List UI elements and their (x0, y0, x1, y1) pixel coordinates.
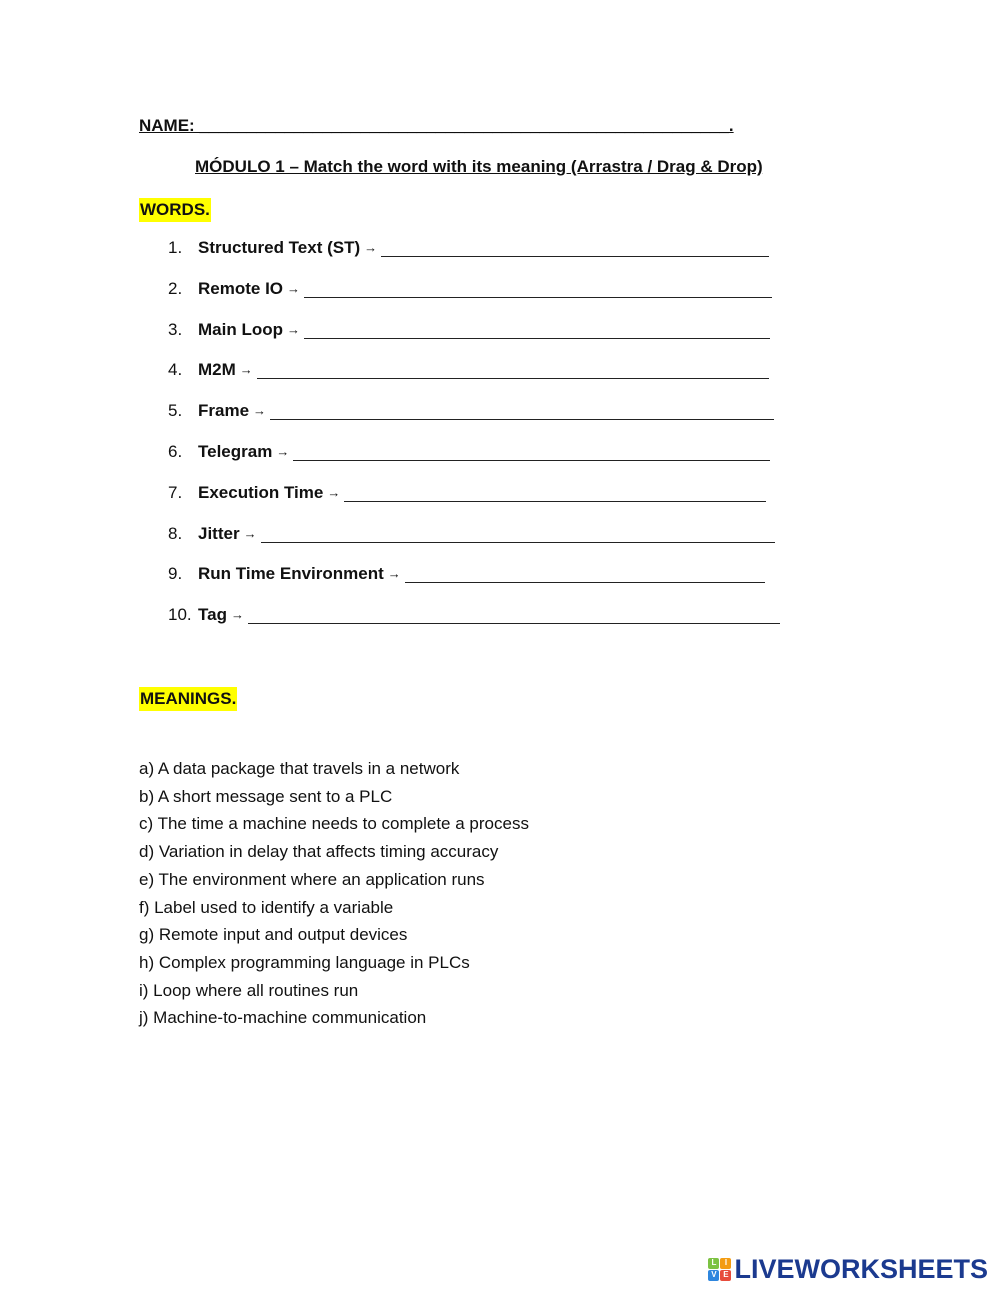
word-term: Jitter (198, 523, 240, 543)
word-term: Run Time Environment (198, 564, 384, 584)
word-number: 5. (168, 401, 183, 421)
logo-tile: L (708, 1258, 719, 1269)
logo-tile: E (720, 1270, 731, 1281)
word-term: M2M (198, 360, 236, 380)
word-item (168, 605, 780, 646)
meaning-item[interactable]: i) Loop where all routines run (139, 980, 359, 1000)
meaning-item[interactable]: a) A data package that travels in a network (139, 759, 460, 778)
word-number: 3. (168, 319, 183, 339)
answer-blank[interactable] (381, 238, 769, 257)
meaning-item[interactable]: d) Variation in delay that affects timing accuracy (139, 842, 499, 862)
meanings-list (139, 755, 529, 1032)
answer-blank[interactable] (261, 524, 775, 543)
answer-blank[interactable] (270, 401, 774, 420)
answer-blank[interactable] (304, 279, 772, 298)
logo-tile: I (720, 1258, 731, 1269)
word-number: 9. (168, 564, 183, 584)
meaning-item[interactable]: h) Complex programming language in PLCs (139, 952, 470, 972)
answer-blank[interactable] (257, 360, 769, 379)
word-term: Execution Time (198, 482, 324, 502)
word-item (168, 483, 780, 524)
arrow-right-icon: → (387, 566, 401, 582)
arrow-right-icon: → (327, 484, 341, 500)
word-number: 1. (168, 238, 183, 257)
answer-blank[interactable] (304, 320, 770, 339)
answer-blank[interactable] (344, 483, 766, 502)
word-number: 2. (168, 278, 183, 298)
liveworksheets-logo (708, 1254, 988, 1284)
words-list (168, 238, 780, 646)
logo-tiles-icon (708, 1258, 731, 1281)
word-term: Tag (198, 605, 227, 625)
arrow-right-icon: → (287, 280, 301, 296)
word-term: Telegram (198, 441, 273, 461)
meaning-item[interactable]: j) Machine-to-machine communication (139, 1008, 427, 1028)
arrow-right-icon: → (243, 525, 257, 541)
meaning-item[interactable]: e) The environment where an application runs (139, 869, 485, 889)
meaning-item[interactable]: g) Remote input and output devices (139, 925, 408, 945)
answer-blank[interactable] (293, 442, 770, 461)
meaning-item[interactable]: c) The time a machine needs to complete a process (139, 814, 529, 834)
answer-blank[interactable] (405, 564, 765, 583)
name-field: NAME: ________________________________________________________. (139, 116, 734, 135)
arrow-right-icon: → (239, 362, 253, 378)
word-item (168, 320, 780, 361)
logo-text: LIVEWORKSHEETS (734, 1254, 988, 1284)
word-number: 4. (168, 360, 183, 380)
word-term: Frame (198, 401, 250, 421)
word-number: 6. (168, 441, 183, 461)
arrow-right-icon: → (276, 443, 290, 459)
word-number: 8. (168, 523, 183, 543)
word-number: 7. (168, 482, 183, 502)
meaning-item[interactable]: b) A short message sent to a PLC (139, 786, 393, 806)
word-item (168, 564, 780, 605)
answer-blank[interactable] (248, 605, 780, 624)
arrow-right-icon: → (286, 321, 300, 337)
word-item (168, 401, 780, 442)
word-item (168, 524, 780, 565)
word-item (168, 360, 780, 401)
logo-tile: V (708, 1270, 719, 1281)
word-term: Remote IO (198, 278, 284, 298)
word-term: Main Loop (198, 319, 283, 339)
arrow-right-icon: → (253, 403, 267, 419)
words-heading: WORDS. (139, 198, 211, 222)
meaning-item[interactable]: f) Label used to identify a variable (139, 897, 394, 917)
word-term: Structured Text (ST) (198, 238, 361, 257)
word-item (168, 442, 780, 483)
word-number: 10. (168, 605, 192, 625)
page-title: MÓDULO 1 – Match the word with its meaning (Arrastra / Drag & Drop) (195, 157, 763, 176)
meanings-heading: MEANINGS. (139, 687, 237, 711)
word-item (168, 279, 780, 320)
word-item (168, 238, 780, 279)
arrow-right-icon: → (230, 607, 244, 623)
arrow-right-icon: → (364, 240, 378, 255)
